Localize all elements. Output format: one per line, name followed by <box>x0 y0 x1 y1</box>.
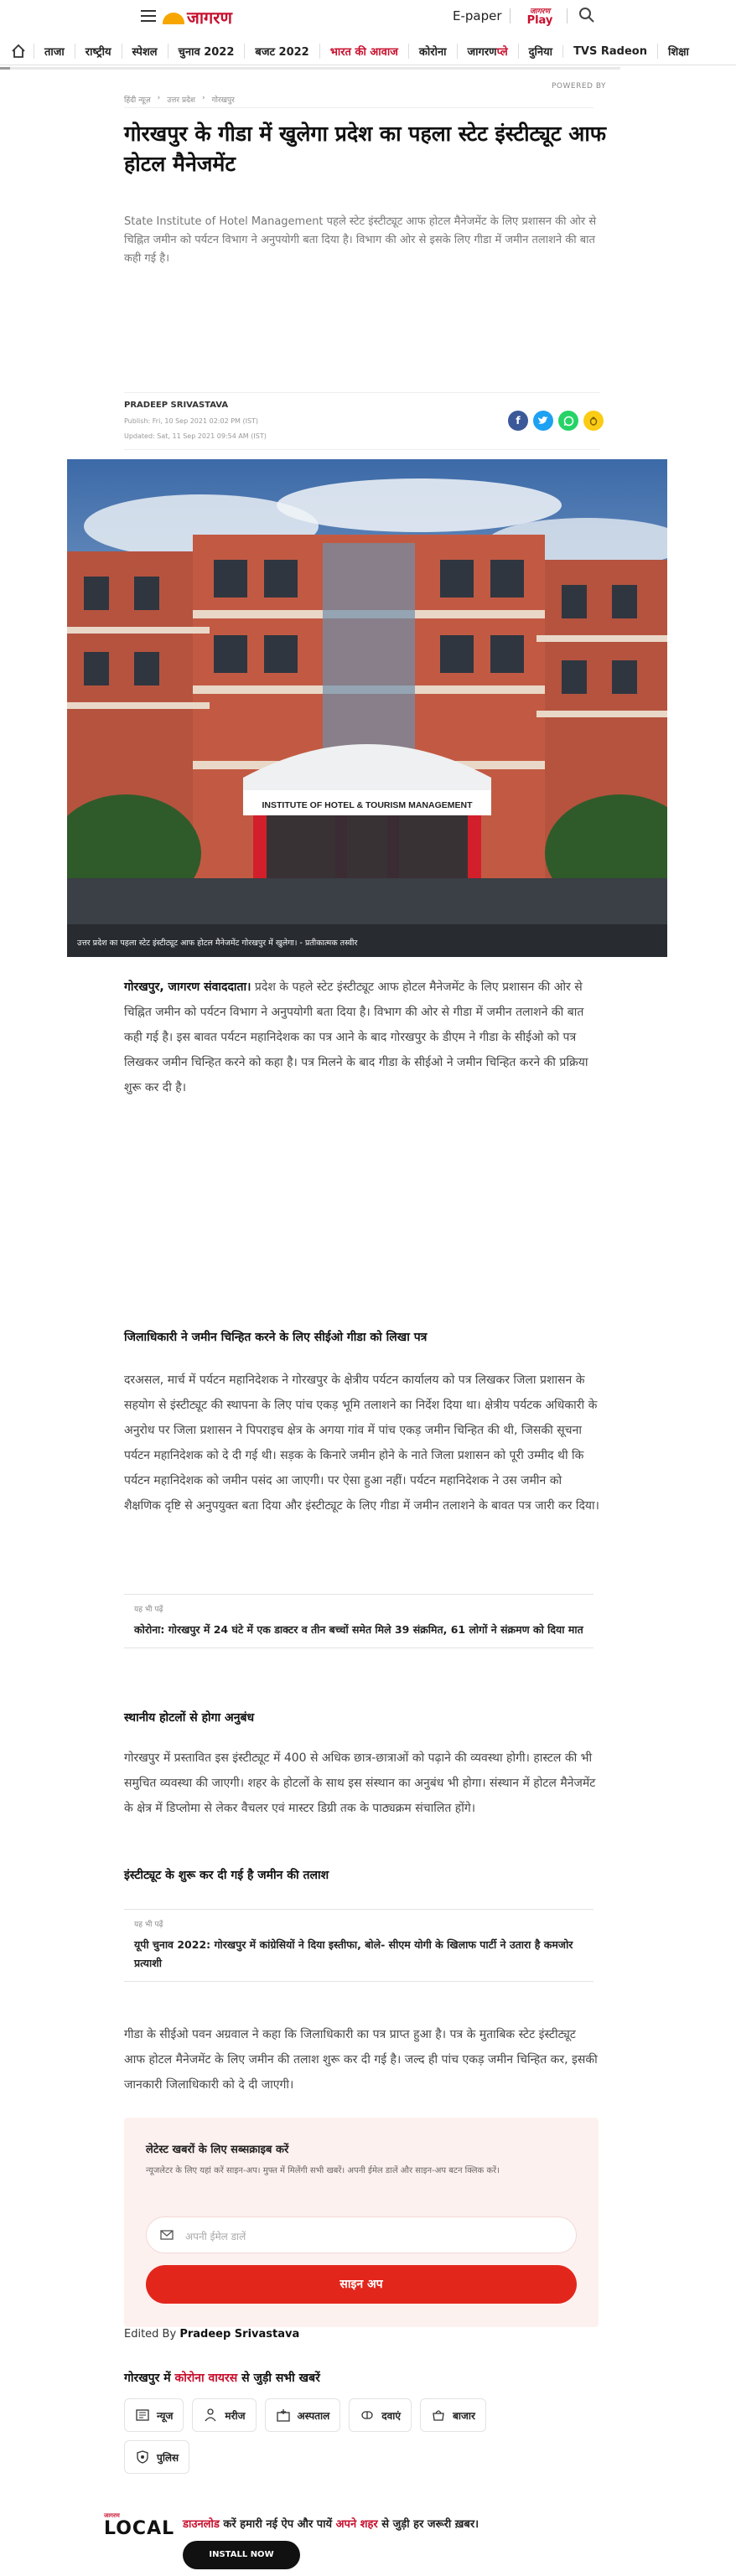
dateline: गोरखपुर, जागरण संवाददाता। <box>124 980 251 994</box>
newsletter-subtitle: न्यूजलेटर के लिए यहां करें साइन-अप। मुफ्त में मिलेंगी सभी खबरें। अपनी ईमेल डालें और साइन-अप बटन क्लिक करें। <box>146 2166 500 2175</box>
breadcrumb-sep: › <box>157 94 161 102</box>
section-heading: स्थानीय होटलों से होगा अनुबंध <box>124 1711 255 1725</box>
newsletter-box <box>124 2118 599 2327</box>
image-caption: उत्तर प्रदेश का पहला स्टेट इंस्टीट्यूट आफ होटल मैनेजमेंट गोरखपुर में खुलेगा। - प्रतीकात्मक तस्वीर <box>77 939 358 948</box>
powered-by-label: POWERED BY <box>552 82 607 91</box>
divider <box>124 107 593 108</box>
epaper-link[interactable]: E-paper <box>453 8 502 23</box>
nav-item[interactable]: चुनाव 2022 <box>168 44 245 59</box>
related-chip[interactable]: अस्पताल <box>265 2398 341 2432</box>
article-image <box>67 459 667 957</box>
hospital-icon <box>276 2408 291 2423</box>
divider <box>567 8 568 23</box>
breadcrumb-sep: › <box>201 94 205 102</box>
related-chip[interactable]: मरीज <box>192 2398 256 2432</box>
home-icon[interactable] <box>10 43 27 59</box>
facebook-icon[interactable]: f <box>508 411 528 431</box>
section-heading: इंस्टीट्यूट के शुरू कर दी गई है जमीन की तलाश <box>124 1869 329 1882</box>
related-chip[interactable]: न्यूज <box>124 2398 184 2432</box>
nav-item[interactable]: स्पेशल <box>122 44 168 59</box>
breadcrumb <box>124 94 235 105</box>
install-now-button[interactable]: INSTALL NOW <box>183 2541 300 2569</box>
also-read-card[interactable]: यह भी पढ़ें यूपी चुनाव 2022: गोरखपुर में कांग्रेसियों ने दिया इस्तीफा, बोले- सीएम योगी के खिलाफ पार्टी ने उतारा है कमजोर प्रत्याशी <box>124 1909 593 1982</box>
newspaper-icon <box>135 2408 150 2423</box>
jagran-play-link[interactable]: जागरण Play <box>526 8 553 27</box>
nav-item[interactable]: भारत की आवाज <box>319 44 408 59</box>
paragraph: गोरखपुर में प्रस्तावित इस इंस्टीट्यूट में 400 से अधिक छात्र-छात्राओं को पढ़ाने की व्यवस्था होगी। हास्टल की भी समुचित व्यवस्था की जाएगी। शहर के होटलों के साथ इस संस्थान का अनुबंध भी होगा। संस्थान में होटल मैनेजमेंट के क्षेत्र में डिप्लोमा से लेकर वैचलर एवं मास्टर डिग्री तक के पाठ्यक्रम संचालित होंगे। <box>124 1751 596 1815</box>
paragraph: दरअसल, मार्च में पर्यटन महानिदेशक ने गोरखपुर के क्षेत्रीय पर्यटन कार्यालय को पत्र लिखकर जिला प्रशासन के सहयोग से इंस्टीट्यूट की स्थापना के लिए पांच एकड़ भूमि तलाशने का निर्देश दिया था। क्षेत्रीय पर्यटक अधिकारी के अनुरोध पर जिला प्रशासन ने पिपराइच क्षेत्र के अगया गांव में पांच एकड़ जमीन चिन्हित की थी, जिसकी सूचना पर्यटन महानिदेशक को दे दी गई थी। सड़क के किनारे जमीन होने के नाते जिला प्रशासन को पूरी उम्मीद थी कि पर्यटन महानिदेशक को जमीन पसंद आ जाएगी। पर ऐसा हुआ नहीं। पर्यटन महानिदेशक ने उस जमीन को शैक्षणिक दृष्टि से अनुपयुक्त बता दिया और इंस्टीट्यूट के लिए गीडा में जमीन तलाशने के बावत पत्र जारी कर दिया। <box>124 1373 599 1513</box>
market-icon <box>431 2408 446 2423</box>
mail-icon <box>160 2230 174 2240</box>
top-header <box>0 0 736 34</box>
nav-item[interactable]: कोरोना <box>408 44 457 59</box>
also-read-link[interactable]: यूपी चुनाव 2022: गोरखपुर में कांग्रेसियों ने दिया इस्तीफा, बोले- सीएम योगी के खिलाफ पार्टी ने उतारा है कमजोर प्रत्याशी <box>134 1938 573 1969</box>
site-logo[interactable]: जागरण <box>163 7 232 27</box>
breadcrumb-item[interactable]: गोरखपुर <box>211 96 235 105</box>
author-name[interactable]: PRADEEP SRIVASTAVA <box>124 401 229 410</box>
search-icon[interactable] <box>578 7 595 23</box>
share-buttons <box>508 411 604 431</box>
also-read-card[interactable]: यह भी पढ़ें कोरोना: गोरखपुर में 24 घंटे में एक डाक्टर व तीन बच्चों समेत मिले 39 संक्रमित, 61 लोगों ने संक्रमण को दिया मात <box>124 1594 593 1648</box>
divider <box>510 8 511 23</box>
edited-by: Edited By Pradeep Srivastava <box>124 2328 300 2341</box>
image-sign-text: INSTITUTE OF HOTEL & TOURISM MANAGEMENT <box>262 800 473 810</box>
article-title: गोरखपुर के गीडा में खुलेगा प्रदेश का पहला स्टेट इंस्टीट्यूट आफ होटल मैनेजमेंट <box>124 122 607 176</box>
main-nav <box>0 37 736 65</box>
section-heading: जिलाधिकारी ने जमीन चिन्हित करने के लिए सीईओ गीडा को लिखा पत्र <box>124 1331 428 1344</box>
lead-paragraph: गोरखपुर, जागरण संवाददाता। प्रदेश के पहले स्टेट इंस्टीट्यूट आफ होटल मैनेजमेंट के लिए प्रशासन की ओर से चिह्नित जमीन को पर्यटन विभाग ने अनुपयोगी बता दिया है। विभाग की ओर से गीडा में जमीन तलाशने की बात कही गई है। इस बावत पर्यटन महानिदेशक का पत्र आने के बाद गोरखपुर के डीएम ने गीडा के सीईओ को पत्र लिखकर जमीन चिन्हित करने को कहा है। पत्र मिलने के बाद गीडा के सीईओ ने जमीन चिन्हित करने की प्रक्रिया शुरू कर दी है। <box>124 980 588 1094</box>
nav-item[interactable]: जागरणप्‍ले <box>457 44 518 59</box>
editor-name[interactable]: Pradeep Srivastava <box>179 2328 300 2341</box>
nav-item[interactable]: TVS Radeon <box>562 45 657 58</box>
related-chips <box>124 2398 560 2474</box>
nav-item[interactable]: बजट 2022 <box>244 44 319 59</box>
jagran-local-logo[interactable]: जागरण LOCAL <box>104 2512 175 2539</box>
divider <box>124 392 600 393</box>
breadcrumb-item[interactable]: हिंदी न्यूज़ <box>124 96 151 105</box>
nav-item[interactable]: ताजा <box>34 44 75 59</box>
also-read-link[interactable]: कोरोना: गोरखपुर में 24 घंटे में एक डाक्टर व तीन बच्चों समेत मिले 39 संक्रमित, 61 लोगों ने संक्रमण को दिया मात <box>134 1623 583 1636</box>
related-heading: गोरखपुर में कोरोना वायरस से जुड़ी सभी खबरें <box>124 2372 320 2385</box>
related-chip[interactable]: बाजार <box>420 2398 486 2432</box>
email-placeholder: अपनी ईमेल डालें <box>185 2231 246 2242</box>
divider <box>124 449 600 450</box>
koo-icon[interactable] <box>583 411 604 431</box>
related-chip[interactable]: पुलिस <box>124 2440 189 2474</box>
nav-item[interactable]: शिक्षा <box>657 44 699 59</box>
related-chip[interactable]: दवाएं <box>349 2398 412 2432</box>
medicine-icon <box>360 2408 375 2423</box>
menu-icon[interactable] <box>141 10 156 22</box>
patient-icon <box>203 2408 218 2423</box>
logo-sun-icon <box>163 13 184 24</box>
police-icon <box>135 2449 150 2465</box>
nav-item[interactable]: राष्‍ट्रीय <box>75 44 122 59</box>
signup-button[interactable]: साइन अप <box>146 2265 577 2304</box>
whatsapp-icon[interactable] <box>558 411 578 431</box>
paragraph: गीडा के सीईओ पवन अग्रवाल ने कहा कि जिलाधिकारी का पत्र प्राप्त हुआ है। पत्र के मुताबिक स्टेट इंस्टीट्यूट आफ होटल मैनेजमेंट के लिए जमीन की तलाश शुरू कर दी गई है। जल्द ही पांच एकड़ जमीन चिन्हित कर, इसकी जानकारी जिलाधिकारी को दे दी जाएगी। <box>124 2028 598 2092</box>
publish-date: Publish: Fri, 10 Sep 2021 02:02 PM (IST) <box>124 417 259 425</box>
breadcrumb-item[interactable]: उत्तर प्रदेश <box>167 96 195 105</box>
email-field[interactable] <box>146 2216 577 2253</box>
update-date: Updated: Sat, 11 Sep 2021 09:54 AM (IST) <box>124 432 267 440</box>
twitter-icon[interactable] <box>533 411 553 431</box>
promo-text: डाउनलोड करें हमारी नई ऐप और पायें अपने शहर से जुड़ी हर जरूरी ख़बर। <box>183 2518 479 2531</box>
nav-item[interactable]: दुनिया <box>518 44 562 59</box>
reading-progress-bar <box>0 67 620 70</box>
app-promo-banner <box>0 2506 736 2576</box>
newsletter-title: लेटेस्ट खबरों के लिए सब्सक्राइब करें <box>146 2144 289 2156</box>
article-summary: State Institute of Hotel Management पहले स्टेट इंस्टीट्यूट आफ होटल मैनेजमेंट के लिए प्रशासन की ओर से चिह्नित जमीन को पर्यटन विभाग ने अनुपयोगी बता दिया है। विभाग की ओर से इसके लिए गीडा में जमीन तलाशने की बात कही गई है। <box>124 215 597 265</box>
